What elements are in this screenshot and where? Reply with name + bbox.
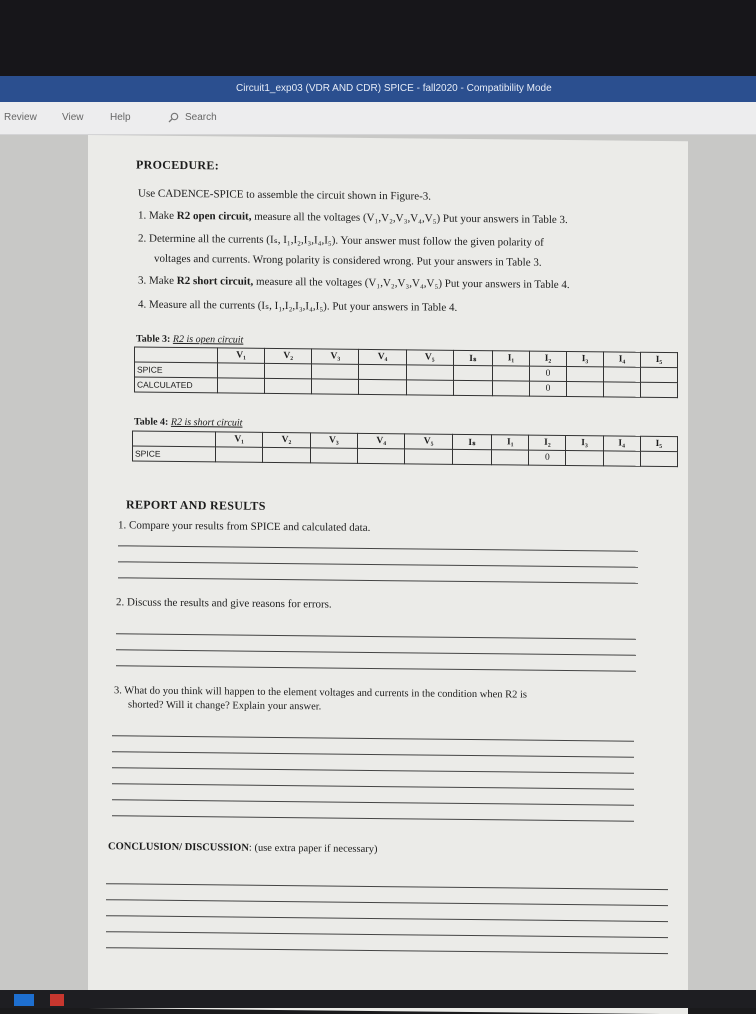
table-4-header: I₄ [603, 436, 640, 451]
table-4-header: V₂ [263, 432, 310, 447]
answer-line[interactable] [106, 931, 668, 938]
answer-line[interactable] [112, 767, 634, 773]
table-4-row-label-spice: SPICE [133, 446, 216, 462]
table-cell[interactable] [640, 367, 677, 382]
table-cell[interactable] [265, 378, 312, 393]
table-3-header: I₅ [640, 352, 677, 367]
table-cell[interactable] [359, 364, 406, 379]
table-cell[interactable] [216, 447, 263, 462]
table-cell[interactable] [406, 380, 453, 395]
answer-line[interactable] [116, 665, 636, 671]
answer-line[interactable] [118, 577, 638, 583]
table-3-header: I₂ [530, 351, 567, 366]
table-cell[interactable] [640, 451, 677, 466]
document-page[interactable] [88, 135, 688, 1014]
table-cell[interactable] [603, 451, 640, 466]
answer-line[interactable] [118, 561, 638, 567]
tab-review[interactable]: Review [4, 112, 37, 123]
table-cell[interactable] [566, 451, 603, 466]
report-heading: REPORT AND RESULTS [126, 497, 266, 513]
table-4-caption: Table 4: R2 is short circuit [134, 416, 243, 429]
answer-line[interactable] [112, 751, 634, 757]
conclusion-note: : (use extra paper if necessary) [248, 842, 378, 856]
table-3-header: V₁ [218, 348, 265, 363]
table-3-row-label-spice: SPICE [135, 362, 218, 378]
search-icon [168, 112, 179, 123]
table-cell[interactable] [453, 380, 492, 395]
report-question-1: 1. Compare your results from SPICE and calculated data. [118, 519, 371, 534]
table-cell[interactable]: 0 [530, 381, 567, 396]
table-cell[interactable] [640, 382, 677, 397]
table-cell[interactable] [265, 363, 312, 378]
table-3-header: I₃ [566, 352, 603, 367]
answer-line[interactable] [106, 947, 668, 954]
table-cell[interactable] [218, 363, 265, 378]
report-question-2: 2. Discuss the results and give reasons for errors. [116, 596, 332, 611]
table-cell[interactable] [453, 365, 492, 380]
table-4-header: V₅ [405, 434, 452, 449]
answer-line[interactable] [112, 783, 634, 789]
table-3-header: I₁ [493, 351, 530, 366]
table-3 [134, 346, 678, 398]
table-3-header: V₅ [406, 350, 453, 365]
report-question-3-line-1: 3. What do you think will happen to the element voltages and currents in the condition when R2 is [114, 685, 528, 701]
table-cell[interactable] [603, 382, 640, 397]
table-cell[interactable] [406, 365, 453, 380]
taskbar-app-icon[interactable] [50, 994, 64, 1006]
table-4-header: I₃ [566, 436, 603, 451]
ribbon-tabs [0, 102, 756, 135]
table-cell[interactable] [358, 448, 405, 463]
table-4-header: V₁ [216, 432, 263, 447]
table-4 [132, 430, 678, 467]
table-cell[interactable] [312, 379, 359, 394]
procedure-step-2-line-2: voltages and currents. Wrong polarity is considered wrong. Put your answers in Table 3. [154, 252, 542, 269]
table-cell[interactable] [218, 378, 265, 393]
taskbar [0, 990, 756, 1008]
procedure-heading: PROCEDURE: [136, 157, 219, 173]
table-cell[interactable] [493, 366, 530, 381]
table-cell[interactable] [312, 364, 359, 379]
table-3-header: Iₛ [453, 350, 492, 365]
table-cell[interactable] [452, 449, 491, 464]
search-label: Search [185, 112, 217, 123]
procedure-step-3: 3. Make R2 short circuit, measure all the voltages (V₁,V₂,V₃,V₄,V₅) Put your answers in Table 4. [138, 274, 570, 292]
report-question-3-line-2: shorted? Will it change? Explain your answer. [128, 699, 322, 713]
table-4-header: Iₛ [452, 434, 491, 449]
table-cell[interactable]: 0 [529, 450, 566, 465]
procedure-step-4: 4. Measure all the currents (Iₛ, I₁,I₂,I₃,I₄,I₅). Put your answers in Table 4. [138, 298, 458, 314]
answer-line[interactable] [116, 649, 636, 655]
table-3-row-label-calculated: CALCULATED [135, 377, 218, 393]
table-cell[interactable] [603, 367, 640, 382]
answer-line[interactable] [106, 883, 668, 890]
table-cell[interactable] [493, 381, 530, 396]
answer-line[interactable] [118, 545, 638, 551]
table-cell[interactable] [310, 448, 357, 463]
window-title: Circuit1_exp03 (VDR AND CDR) SPICE - fall2020 - Compatibility Mode [236, 83, 552, 94]
table-cell[interactable] [359, 379, 406, 394]
table-4-header: I₂ [529, 435, 566, 450]
title-bar [0, 76, 756, 102]
conclusion-heading: CONCLUSION/ DISCUSSION [108, 841, 249, 854]
table-cell[interactable] [405, 449, 452, 464]
answer-line[interactable] [112, 735, 634, 741]
monitor-bezel [0, 0, 756, 76]
taskbar-app-icon[interactable] [14, 994, 34, 1006]
table-cell[interactable] [263, 447, 310, 462]
search-box[interactable] [168, 112, 217, 123]
table-3-header: I₄ [603, 352, 640, 367]
table-cell[interactable]: 0 [530, 366, 567, 381]
table-3-header: V₃ [312, 349, 359, 364]
procedure-intro: Use CADENCE-SPICE to assemble the circuit shown in Figure-3. [138, 187, 431, 203]
table-cell[interactable] [566, 367, 603, 382]
table-cell[interactable] [492, 450, 529, 465]
tab-view[interactable]: View [62, 112, 84, 123]
answer-line[interactable] [112, 799, 634, 805]
table-4-header: I₅ [640, 436, 677, 451]
table-4-header: I₁ [492, 435, 529, 450]
tab-help[interactable]: Help [110, 112, 131, 123]
answer-line[interactable] [106, 915, 668, 922]
table-3-caption: Table 3: R2 is open circuit [136, 333, 244, 346]
answer-line[interactable] [106, 899, 668, 906]
answer-line[interactable] [116, 633, 636, 639]
answer-line[interactable] [112, 815, 634, 821]
procedure-step-1: 1. Make R2 open circuit, measure all the voltages (V₁,V₂,V₃,V₄,V₅) Put your answers in Table 3. [138, 209, 568, 227]
procedure-step-2-line-1: 2. Determine all the currents (Iₛ, I₁,I₂,I₃,I₄,I₅). Your answer must follow the given polarity of [138, 232, 544, 249]
table-4-header: V₃ [310, 433, 357, 448]
table-3-header: V₄ [359, 349, 406, 364]
table-4-header: V₄ [358, 433, 405, 448]
table-3-header: V₂ [265, 348, 312, 363]
conclusion-heading-line [108, 841, 377, 855]
table-cell[interactable] [566, 382, 603, 397]
